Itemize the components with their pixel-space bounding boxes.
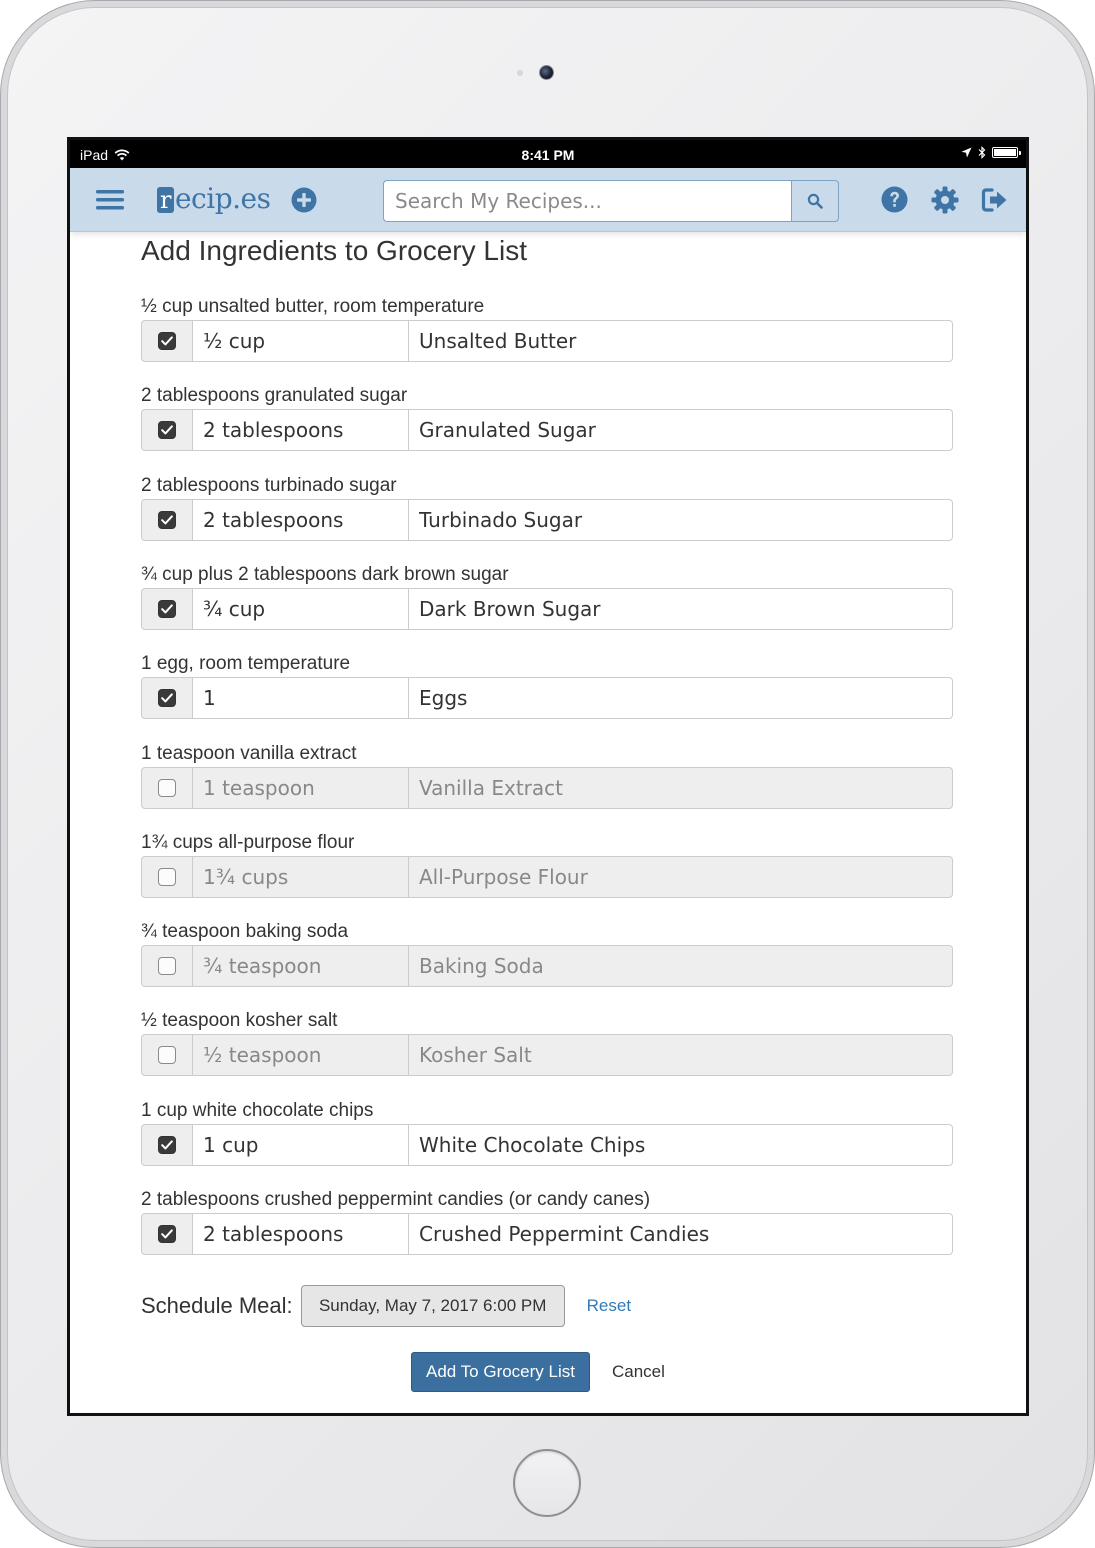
ingredient-label: 2 tablespoons crushed peppermint candies (or candy canes): [141, 1189, 651, 1210]
ingredient-name-input[interactable]: [409, 320, 953, 362]
ingredient-label: 2 tablespoons turbinado sugar: [141, 474, 397, 496]
ingredient-row: [141, 856, 953, 898]
ingredient-row: [141, 945, 953, 987]
ingredient-quantity-input[interactable]: [193, 767, 409, 809]
ingredient-quantity-input[interactable]: [193, 945, 409, 987]
ingredient-quantity-input[interactable]: [193, 677, 409, 719]
page-title: Add Ingredients to Grocery List: [141, 235, 527, 266]
ingredient-row: [141, 1124, 953, 1166]
screen: [67, 137, 1029, 1416]
ingredient-name-input[interactable]: [409, 409, 953, 451]
ingredient-quantity-input[interactable]: [193, 856, 409, 898]
ingredient-label: 2 tablespoons granulated sugar: [141, 385, 408, 407]
ingredient-label: 1 egg, room temperature: [141, 653, 351, 675]
ingredient-name-input[interactable]: [409, 588, 953, 630]
ingredient-quantity-input[interactable]: [193, 1213, 409, 1255]
app-logo[interactable]: [157, 182, 270, 215]
ingredient-checkbox[interactable]: [141, 1034, 193, 1076]
ingredient-row: [141, 1213, 953, 1255]
ingredient-label: ¾ cup plus 2 tablespoons dark brown sugar: [141, 563, 509, 585]
bluetooth-icon: [978, 146, 986, 159]
checkmark-icon: [158, 600, 176, 618]
ingredient-row: [141, 320, 953, 362]
ingredient-checkbox[interactable]: [141, 499, 193, 541]
location-arrow-icon: [961, 147, 972, 158]
navbar: [70, 168, 1026, 232]
ingredient-checkbox[interactable]: [141, 588, 193, 630]
menu-icon[interactable]: [96, 189, 124, 211]
ingredient-name-input[interactable]: [409, 677, 953, 719]
ingredient-checkbox[interactable]: [141, 945, 193, 987]
schedule-date-button[interactable]: Sunday, May 7, 2017 6:00 PM: [301, 1285, 565, 1327]
ingredient-quantity-input[interactable]: [193, 588, 409, 630]
schedule-meal-label: Schedule Meal:: [141, 1293, 293, 1318]
ingredient-label: 1 teaspoon vanilla extract: [141, 742, 357, 764]
status-right: [961, 146, 1018, 159]
ingredient-name-input[interactable]: [409, 1034, 953, 1076]
proximity-sensor: [517, 70, 523, 76]
battery-icon: [992, 147, 1018, 158]
empty-checkbox-icon: [158, 957, 176, 975]
ingredient-checkbox[interactable]: [141, 677, 193, 719]
ingredient-row: [141, 767, 953, 809]
search-icon: [807, 193, 823, 209]
device-name: iPad: [80, 147, 109, 163]
ingredient-name-input[interactable]: [409, 767, 953, 809]
ingredient-checkbox[interactable]: [141, 767, 193, 809]
home-button[interactable]: [513, 1449, 581, 1517]
checkmark-icon: [158, 1136, 176, 1154]
cancel-button[interactable]: Cancel: [611, 1362, 665, 1381]
form-actions: [411, 1352, 665, 1392]
schedule-meal: [141, 1285, 631, 1327]
ingredient-row: [141, 1034, 953, 1076]
search-button[interactable]: [791, 180, 839, 222]
empty-checkbox-icon: [158, 779, 176, 797]
ingredient-name-input[interactable]: [409, 1124, 953, 1166]
ingredient-label: 1 cup white chocolate chips: [141, 1099, 374, 1121]
logout-icon[interactable]: [981, 187, 1009, 213]
screen-content: [70, 140, 1026, 1413]
ingredient-name-input[interactable]: [409, 856, 953, 898]
checkmark-icon: [158, 689, 176, 707]
ingredient-label: 1¾ cups all-purpose flour: [141, 831, 355, 853]
ingredient-quantity-input[interactable]: [193, 320, 409, 362]
ingredient-quantity-input[interactable]: [193, 499, 409, 541]
ingredient-checkbox[interactable]: [141, 856, 193, 898]
ingredient-label: ½ teaspoon kosher salt: [141, 1010, 338, 1032]
gear-icon[interactable]: [931, 186, 959, 214]
status-bar: [70, 140, 1026, 168]
logo-mark: r: [157, 187, 174, 213]
add-to-grocery-list-button[interactable]: Add To Grocery List: [411, 1352, 590, 1392]
ingredient-quantity-input[interactable]: [193, 409, 409, 451]
ingredient-checkbox[interactable]: [141, 1213, 193, 1255]
ingredient-name-input[interactable]: [409, 945, 953, 987]
reset-link[interactable]: Reset: [586, 1296, 632, 1315]
empty-checkbox-icon: [158, 868, 176, 886]
search-bar: [383, 180, 839, 222]
ingredient-name-input[interactable]: [409, 499, 953, 541]
main-content: [141, 231, 961, 1381]
checkmark-icon: [158, 1225, 176, 1243]
search-input[interactable]: [383, 180, 791, 222]
ingredient-row: [141, 588, 953, 630]
ingredient-quantity-input[interactable]: [193, 1124, 409, 1166]
checkmark-icon: [158, 332, 176, 350]
ingredient-row: [141, 409, 953, 451]
ingredient-checkbox[interactable]: [141, 320, 193, 362]
ingredient-quantity-input[interactable]: [193, 1034, 409, 1076]
empty-checkbox-icon: [158, 1046, 176, 1064]
ingredient-label: ½ cup unsalted butter, room temperature: [141, 296, 485, 317]
checkmark-icon: [158, 421, 176, 439]
logo-text: ecip.es: [174, 182, 271, 215]
help-icon[interactable]: [881, 186, 908, 213]
status-time: 8:41 PM: [521, 147, 575, 163]
ingredient-label: ¾ teaspoon baking soda: [141, 921, 349, 943]
ingredient-row: [141, 499, 953, 541]
ingredient-checkbox[interactable]: [141, 409, 193, 451]
ingredient-name-input[interactable]: [409, 1213, 953, 1255]
ingredient-row: [141, 677, 953, 719]
add-icon[interactable]: [291, 187, 317, 213]
checkmark-icon: [158, 511, 176, 529]
camera-icon: [539, 65, 554, 80]
ingredient-checkbox[interactable]: [141, 1124, 193, 1166]
